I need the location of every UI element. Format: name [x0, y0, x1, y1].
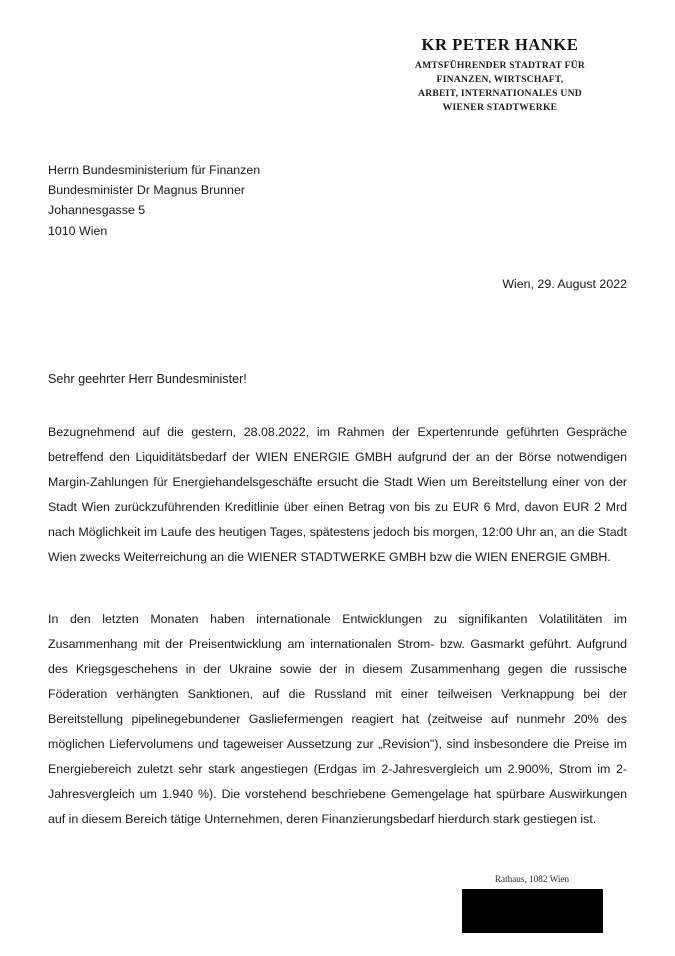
letterhead-subtitle-line-1: AMTSFÜHRENDER STADTRAT FÜR	[414, 59, 586, 71]
salutation: Sehr geehrter Herr Bundesminister!	[48, 372, 247, 386]
address-line-4: 1010 Wien	[48, 223, 108, 238]
date-line: Wien, 29. August 2022	[502, 277, 627, 291]
address-line-1: Herrn Bundesministerium für Finanzen	[48, 163, 261, 177]
address-line-3: Johannesgasse 5	[48, 203, 146, 218]
recipient-address	[48, 160, 260, 241]
address-line-2: Bundesminister Dr Magnus Brunner	[48, 183, 245, 198]
footer-address-note: Rathaus, 1082 Wien	[494, 874, 570, 884]
body-paragraph-2-container	[48, 607, 627, 832]
letterhead-name: KR PETER HANKE	[421, 35, 579, 54]
letterhead-subtitle	[380, 59, 620, 115]
body-paragraph-1: Bezugnehmend auf die gestern, 28.08.2022, im Rahmen der Expertenrunde geführten Gespräche betreffend den Liquiditätsbedarf der WIEN ENERGIE GMBH aufgrund der an der Börse notwendigen Margin-Zahlungen für Energiehandelsgeschäfte ersucht die Stadt Wien um Bereitstellung einer von der Stadt Wien zurückzuführenden Kreditlinie über einen Betrag von bis zu EUR 6 Mrd, davon EUR 2 Mrd nach Möglichkeit im Laufe des heutigen Tages, spätestens jedoch bis morgen, 12:00 Uhr an, an die Stadt Wien zwecks Weiterreichung an die WIENER STADTWERKE GMBH bzw die WIEN ENERGIE GMBH.	[48, 425, 627, 564]
body-paragraph-2: In den letzten Monaten haben internationale Entwicklungen zu signifikanten Volatilitäten im Zusammenhang mit der Preisentwicklung am internationalen Strom- bzw. Gasmarkt geführt. Aufgrund des Kriegsgeschehens in der Ukraine sowie der in diesem Zusammenhang gegen die russische Föderation verhängten Sanktionen, auf die Russland mit einer teilweisen Verknappung bei der Bereitstellung pipelinegebundener Gasliefermengen reagiert hat (zeitweise auf nunmehr 20% des möglichen Liefervolumens und tageweiser Aussetzung zur „Revision"), sind insbesondere die Preise im Energiebereich zuletzt sehr stark angestiegen (Erdgas im 2-Jahresvergleich um 2.900%, Strom im 2-Jahresvergleich um 1.940 %). Die vorstehend beschriebene Gemengelage hat spürbare Auswirkungen auf in diesem Bereich tätige Unternehmen, deren Finanzierungsbedarf hierdurch stark gestiegen ist.	[48, 612, 627, 826]
letterhead-subtitle-line-4: WIENER STADTWERKE	[442, 101, 558, 113]
letterhead	[380, 36, 620, 115]
letterhead-subtitle-line-3: ARBEIT, INTERNATIONALES UND	[418, 87, 582, 99]
redaction-bar	[462, 889, 603, 933]
body-paragraph-1-container	[48, 420, 627, 570]
letterhead-subtitle-line-2: FINANZEN, WIRTSCHAFT,	[436, 73, 564, 85]
